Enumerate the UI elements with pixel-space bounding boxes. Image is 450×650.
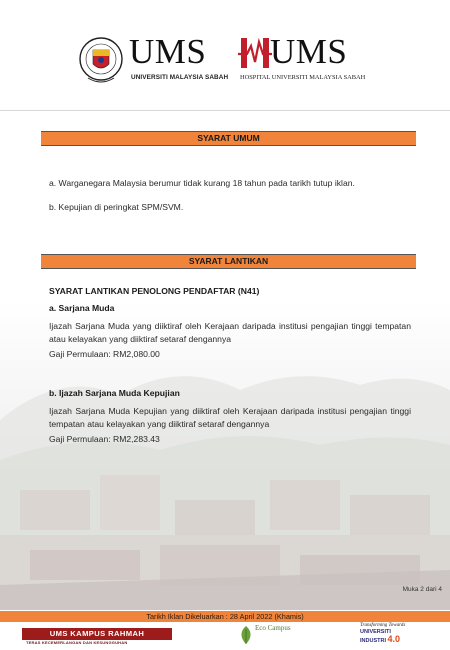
transform-line1: Transforming Towards bbox=[360, 623, 406, 628]
eco-campus-leaf-icon bbox=[238, 625, 254, 645]
option-a-salary: Gaji Permulaan: RM2,080.00 bbox=[49, 349, 160, 359]
page-number: Muka 2 dari 4 bbox=[402, 586, 442, 593]
transform-industri: INDUSTRI bbox=[360, 638, 386, 644]
letterhead bbox=[0, 30, 450, 90]
hums-title: UMS bbox=[270, 32, 348, 71]
section-heading-syarat-lantikan: SYARAT LANTIKAN bbox=[41, 254, 416, 269]
transform-line3 bbox=[360, 635, 432, 645]
syarat-umum-item-a: a. Warganegara Malaysia berumur tidak kurang 18 tahun pada tarikh tutup iklan. bbox=[49, 178, 355, 188]
hums-heartbeat-icon bbox=[237, 34, 273, 72]
ums-title: UMS bbox=[129, 32, 207, 71]
position-title: SYARAT LANTIKAN PENOLONG PENDAFTAR (N41) bbox=[49, 286, 260, 296]
option-b-description: Ijazah Sarjana Muda Kepujian yang diiktiraf oleh Kerajaan daripada institusi pengajian tinggi tempatan atau kelayakan yang diiktiraf setaraf dengannya bbox=[49, 406, 411, 429]
option-b-label: b. Ijazah Sarjana Muda Kepujian bbox=[49, 388, 180, 398]
issue-date-banner: Tarikh Iklan Dikeluarkan : 28 April 2022 (Khamis) bbox=[0, 611, 450, 622]
ums-subtitle: UNIVERSITI MALAYSIA SABAH bbox=[131, 74, 229, 81]
transform-version: 4.0 bbox=[387, 634, 401, 644]
kampus-rahmah-logo: UMS KAMPUS RAHMAH bbox=[22, 628, 172, 640]
syarat-umum-item-b: b. Kepujian di peringkat SPM/SVM. bbox=[49, 202, 184, 212]
section-heading-syarat-umum: SYARAT UMUM bbox=[41, 131, 416, 146]
kampus-rahmah-tagline: TERAS KECEMERLANGAN DAN KESUNGGUHAN bbox=[26, 640, 128, 645]
header-divider bbox=[0, 110, 450, 111]
option-a-description: Ijazah Sarjana Muda yang diiktiraf oleh Kerajaan daripada institusi pengajian tinggi tempatan atau kelayakan yang diiktiraf setaraf dengannya bbox=[49, 321, 411, 344]
eco-campus-logo-text: Eco Campus bbox=[255, 624, 291, 632]
option-a-label: a. Sarjana Muda bbox=[49, 303, 115, 313]
transform-line2: UNIVERSITI bbox=[360, 629, 391, 635]
hums-subtitle: HOSPITAL UNIVERSITI MALAYSIA SABAH bbox=[240, 74, 366, 81]
ums-crest-icon bbox=[78, 34, 124, 88]
campus-background-illustration bbox=[0, 300, 450, 610]
option-b-salary: Gaji Permulaan: RM2,283.43 bbox=[49, 434, 160, 444]
universiti-industri-logo bbox=[360, 623, 432, 645]
